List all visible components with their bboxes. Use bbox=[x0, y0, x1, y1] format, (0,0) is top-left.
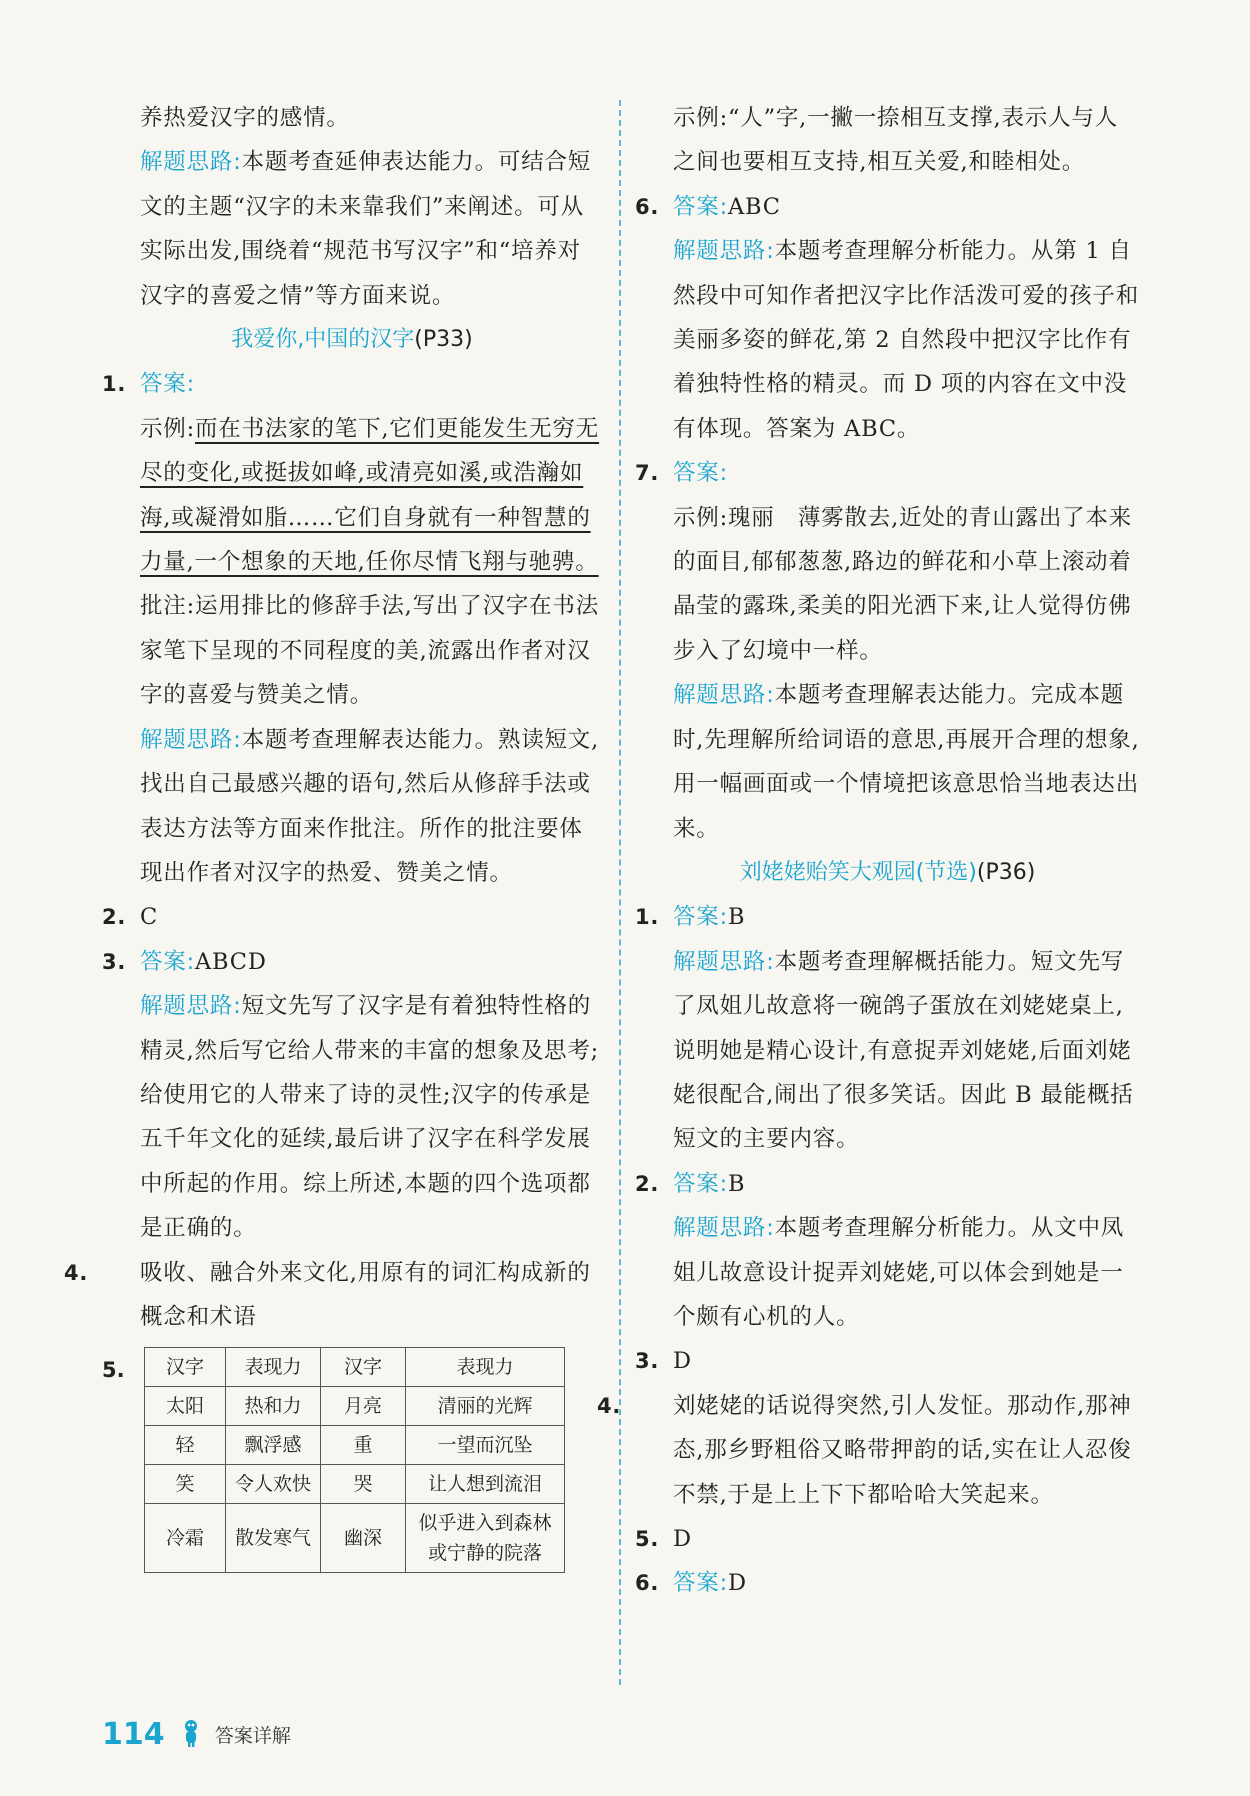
section-title-hanzi: 我爱你,中国的汉字(P33) bbox=[231, 327, 473, 353]
s2-q4-answer: 4. 刘姥姥的话说得突然,引人发怔。那动作,那神态,那乡野粗俗又略带押韵的话,实在让人忍俊不禁,于是上上下下都哈哈大笑起来。 bbox=[635, 1384, 1140, 1517]
table-cell: 哭 bbox=[321, 1465, 406, 1504]
table-cell: 让人想到流泪 bbox=[406, 1465, 565, 1504]
answer-label: 答案: bbox=[673, 193, 728, 220]
analysis-label: 解题思路: bbox=[140, 149, 242, 176]
table-cell: 热和力 bbox=[226, 1387, 321, 1426]
q6-analysis: 解题思路:本题考查理解分析能力。从第 1 自然段中可知作者把汉字比作活泼可爱的孩子和美丽多姿的鲜花,第 2 自然段中把汉字比作有着独特性格的精灵。而 D 项的内容在文中没有体现。答案为 ABC。 bbox=[673, 238, 1140, 442]
q7-analysis: 解题思路:本题考查理解表达能力。完成本题时,先理解所给词语的意思,再展开合理的想象,用一幅画面或一个情境把该意思恰当地表达出来。 bbox=[673, 682, 1140, 842]
question-number: 4. bbox=[64, 1260, 89, 1285]
table-cell: 散发寒气 bbox=[226, 1504, 321, 1573]
s2-q6-answer: 6. 答案:D bbox=[635, 1561, 1140, 1605]
table-cell: 似乎进入到森林或宁静的院落 bbox=[406, 1504, 565, 1573]
table-row bbox=[145, 1426, 565, 1465]
table-cell: 月亮 bbox=[321, 1387, 406, 1426]
table-cell: 汉字 bbox=[321, 1348, 406, 1387]
answer-label: 答案: bbox=[140, 948, 195, 975]
q7-example: 示例:瑰丽 薄雾散去,近处的青山露出了本来的面目,郁郁葱葱,路边的鲜花和小草上滚动着晶莹的露珠,柔美的阳光洒下来,让人觉得仿佛步入了幻境中一样。 bbox=[673, 504, 1133, 664]
table-cell: 重 bbox=[321, 1426, 406, 1465]
underlined-example: 而在书法家的笔下,它们更能发生无穷无尽的变化,或挺拔如峰,或清亮如溪,或浩瀚如海,或凝滑如脂……它们自身就有一种智慧的力量,一个想象的天地,任你尽情飞翔与驰骋。 bbox=[140, 415, 600, 576]
prev-analysis: 解题思路:本题考查延伸表达能力。可结合短文的主题“汉字的未来靠我们”来阐述。可从实际出发,围绕着“规范书写汉字”和“培养对汉字的喜爱之情”等方面来说。 bbox=[140, 149, 592, 309]
table-cell: 一望而沉坠 bbox=[406, 1426, 565, 1465]
table-row bbox=[145, 1387, 565, 1426]
analysis-label: 解题思路: bbox=[140, 993, 242, 1020]
table-cell: 表现力 bbox=[226, 1348, 321, 1387]
table-cell: 表现力 bbox=[406, 1348, 565, 1387]
analysis-label: 解题思路: bbox=[673, 1215, 775, 1242]
question-number: 7. bbox=[635, 461, 660, 486]
s2-q2-analysis: 解题思路:本题考查理解分析能力。从文中凤姐儿故意设计捉弄刘姥姥,可以体会到她是一个颇有心机的人。 bbox=[673, 1215, 1125, 1330]
table-cell: 笑 bbox=[145, 1465, 226, 1504]
answer-label: 答案: bbox=[673, 1170, 728, 1197]
q3-answer: 3. 答案:ABCD bbox=[102, 940, 602, 984]
q5-table bbox=[144, 1347, 565, 1573]
s2-q1-analysis: 解题思路:本题考查理解概括能力。短文先写了凤姐儿故意将一碗鸽子蛋放在刘姥姥桌上,说明她是精心设计,有意捉弄刘姥姥,后面刘姥姥很配合,闹出了很多笑话。因此 B 最能概括短文的主要内容。 bbox=[673, 948, 1134, 1153]
column-divider bbox=[619, 100, 621, 1685]
question-number: 4. bbox=[597, 1393, 622, 1418]
q1-example: 示例:而在书法家的笔下,它们更能发生无穷无尽的变化,或挺拔如峰,或清亮如溪,或浩瀚如海,或凝滑如脂……它们自身就有一种智慧的力量,一个想象的天地,任你尽情飞翔与驰骋。 bbox=[140, 415, 600, 576]
question-number: 6. bbox=[635, 194, 660, 219]
q7-answer bbox=[635, 451, 1140, 495]
q1-analysis: 解题思路:本题考查理解表达能力。熟读短文,找出自己最感兴趣的语句,然后从修辞手法或表达方法等方面来作批注。所作的批注要体现出作者对汉字的热爱、赞美之情。 bbox=[140, 726, 600, 886]
question-number: 3. bbox=[635, 1349, 660, 1374]
s2-q3-answer: 3. D bbox=[635, 1339, 1140, 1383]
table-cell: 清丽的光辉 bbox=[406, 1387, 565, 1426]
table-row bbox=[145, 1504, 565, 1573]
q4-answer: 4. 吸收、融合外来文化,用原有的词汇构成新的概念和术语 bbox=[102, 1251, 602, 1340]
analysis-label: 解题思路: bbox=[673, 682, 775, 709]
question-number: 5. bbox=[635, 1527, 660, 1551]
question-number: 6. bbox=[635, 1571, 660, 1596]
answer-label: 答案: bbox=[673, 460, 728, 487]
table-cell: 轻 bbox=[145, 1426, 226, 1465]
table-cell: 冷霜 bbox=[145, 1504, 226, 1573]
s2-q5-answer: 5. D bbox=[635, 1517, 1140, 1561]
prev-q5-example: 示例:“人”字,一撇一捺相互支撑,表示人与人之间也要相互支持,相互关爱,和睦相处。 bbox=[673, 105, 1118, 176]
prev-answer-tail: 养热爱汉字的感情。 bbox=[140, 105, 350, 131]
table-cell: 汉字 bbox=[145, 1348, 226, 1387]
page-number: 114 bbox=[102, 1717, 165, 1752]
analysis-label: 解题思路: bbox=[673, 948, 775, 975]
q1-note: 批注:运用排比的修辞手法,写出了汉字在书法家笔下呈现的不同程度的美,流露出作者对汉字的喜爱与赞美之情。 bbox=[140, 593, 600, 709]
question-number: 2. bbox=[102, 905, 127, 930]
table-cell: 飘浮感 bbox=[226, 1426, 321, 1465]
section-title-liulaolao: 刘姥姥贻笑大观园(节选)(P36) bbox=[739, 859, 1036, 885]
question-number: 5. bbox=[102, 1358, 125, 1383]
q2-answer: 2. C bbox=[102, 895, 602, 939]
table-row bbox=[145, 1348, 565, 1387]
s2-q1-answer: 1. 答案:B bbox=[635, 895, 1140, 939]
footer-label: 答案详解 bbox=[214, 1725, 291, 1747]
q3-analysis: 解题思路:短文先写了汉字是有着独特性格的精灵,然后写它给人带来的丰富的想象及思考;给使用它的人带来了诗的灵性;汉字的传承是五千年文化的延续,最后讲了汉字在科学发展中所起的作用。综上所述,本题的四个选项都是正确的。 bbox=[140, 993, 600, 1242]
analysis-label: 解题思路: bbox=[140, 726, 242, 753]
question-number: 2. bbox=[635, 1171, 660, 1196]
right-column bbox=[597, 96, 1140, 1606]
q1-answer bbox=[102, 362, 602, 406]
analysis-label: 解题思路: bbox=[673, 238, 775, 265]
table-cell: 令人欢快 bbox=[226, 1465, 321, 1504]
left-column bbox=[64, 96, 602, 1573]
table-cell: 太阳 bbox=[145, 1387, 226, 1426]
q6-answer: 6. 答案:ABC bbox=[635, 185, 1140, 229]
answer-label: 答案: bbox=[140, 371, 195, 398]
q5-answer bbox=[102, 1347, 602, 1573]
table-row bbox=[145, 1465, 565, 1504]
mascot-icon bbox=[182, 1718, 200, 1752]
page-footer bbox=[102, 1717, 291, 1757]
answer-label: 答案: bbox=[673, 904, 728, 931]
s2-q2-answer: 2. 答案:B bbox=[635, 1162, 1140, 1206]
question-number: 1. bbox=[635, 905, 660, 930]
question-number: 1. bbox=[102, 372, 127, 397]
question-number: 3. bbox=[102, 949, 127, 974]
table-cell: 幽深 bbox=[321, 1504, 406, 1573]
answer-label: 答案: bbox=[673, 1570, 728, 1597]
